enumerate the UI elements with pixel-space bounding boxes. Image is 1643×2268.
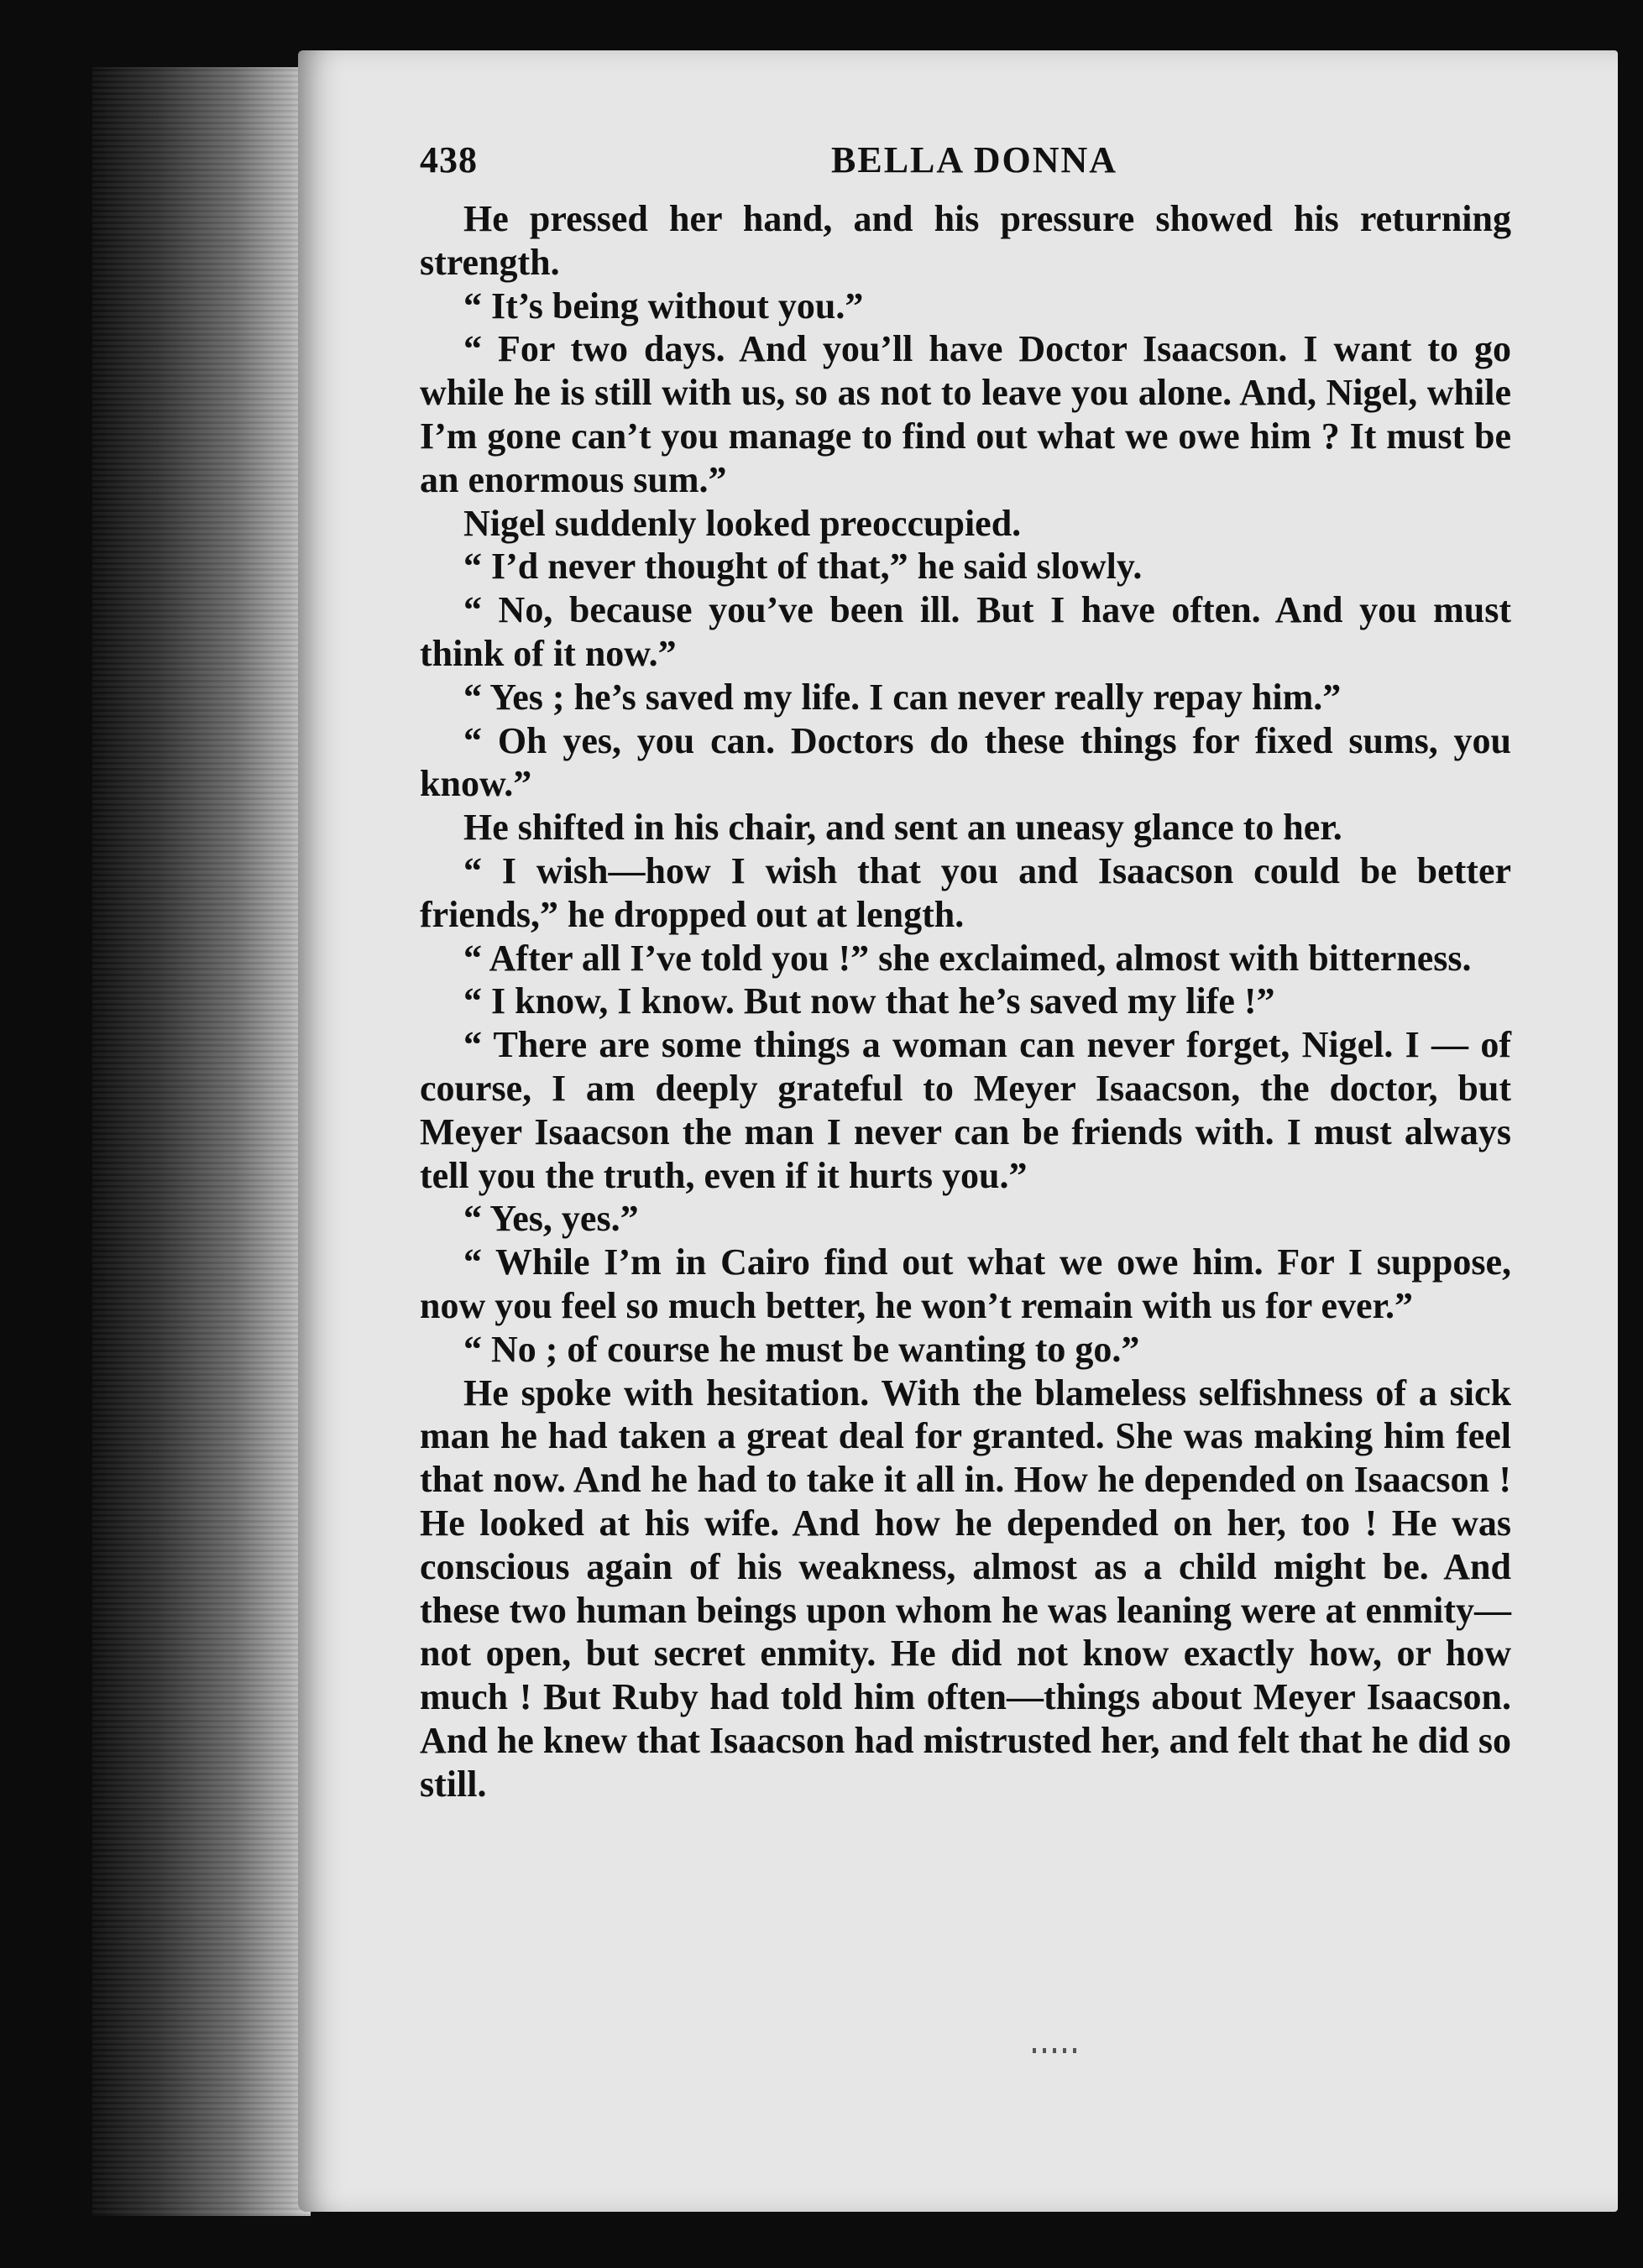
paragraph: “ Yes, yes.” bbox=[463, 1198, 639, 1240]
paragraph: “ While I’m in Cairo find out what we owe him. For I suppose, now you feel so much better, he won’t remain with us for ever.” bbox=[420, 1241, 1511, 1326]
running-title: BELLA DONNA bbox=[831, 139, 1118, 180]
gutter-texture bbox=[92, 67, 311, 2216]
paragraph: “ There are some things a woman can never forget, Nigel. I — of course, I am deeply grateful to Meyer Isaacson, the doctor, but Meyer Isaacson the man I never can be friends with. I must always tell you the truth, even if it hurts you.” bbox=[420, 1024, 1511, 1196]
paragraph: “ I’d never thought of that,” he said slowly. bbox=[463, 546, 1143, 588]
paragraph: “ After all I’ve told you !” she exclaimed, almost with bitterness. bbox=[463, 937, 1472, 979]
paragraph: “ Oh yes, you can. Doctors do these things for fixed sums, you know.” bbox=[420, 719, 1511, 805]
paragraph: He shifted in his chair, and sent an uneasy glance to her. bbox=[463, 807, 1342, 849]
book-page bbox=[298, 50, 1618, 2212]
print-speck bbox=[1033, 2048, 1083, 2053]
paragraph: “ For two days. And you’ll have Doctor Isaacson. I want to go while he is still with us, so as not to leave you alone. And, Nigel, while I’m gone can’t you manage to find out what we owe him ? It must be an enormous sum.” bbox=[420, 328, 1511, 500]
paragraph: “ I wish—how I wish that you and Isaacson could be better friends,” he dropped out at length. bbox=[420, 849, 1511, 935]
body-text bbox=[420, 197, 1511, 1806]
paragraph: “ Yes ; he’s saved my life. I can never really repay him.” bbox=[463, 676, 1342, 718]
paragraph: “ No, because you’ve been ill. But I have often. And you must think of it now.” bbox=[420, 589, 1511, 674]
paragraph: “ No ; of course he must be wanting to go.” bbox=[463, 1328, 1140, 1370]
page-content bbox=[420, 122, 1511, 1806]
running-header bbox=[420, 122, 1511, 197]
page-number: 438 bbox=[420, 139, 478, 180]
paragraph: “ It’s being without you.” bbox=[463, 285, 864, 327]
paragraph: “ I know, I know. But now that he’s saved my life !” bbox=[463, 980, 1275, 1022]
paragraph: He pressed her hand, and his pressure showed his returning strength. bbox=[420, 198, 1511, 283]
paragraph: Nigel suddenly looked preoccupied. bbox=[463, 502, 1022, 544]
paragraph: He spoke with hesitation. With the blameless selfishness of a sick man he had taken a great deal for granted. She was making him feel that now. And he had to take it all in. How he depended on Isaacson ! He looked at his wife. And how he depended on her, too ! He was conscious again of his weakness, almost as a child might be. And these two human beings upon whom he was leaning were at enmity— not open, but secret enmity. He did not know exactly how, or how much ! But Ruby had told him often—things about Meyer Isaacson. And he knew that Isaacson had mistrusted her, and felt that he did so still. bbox=[420, 1372, 1511, 1805]
